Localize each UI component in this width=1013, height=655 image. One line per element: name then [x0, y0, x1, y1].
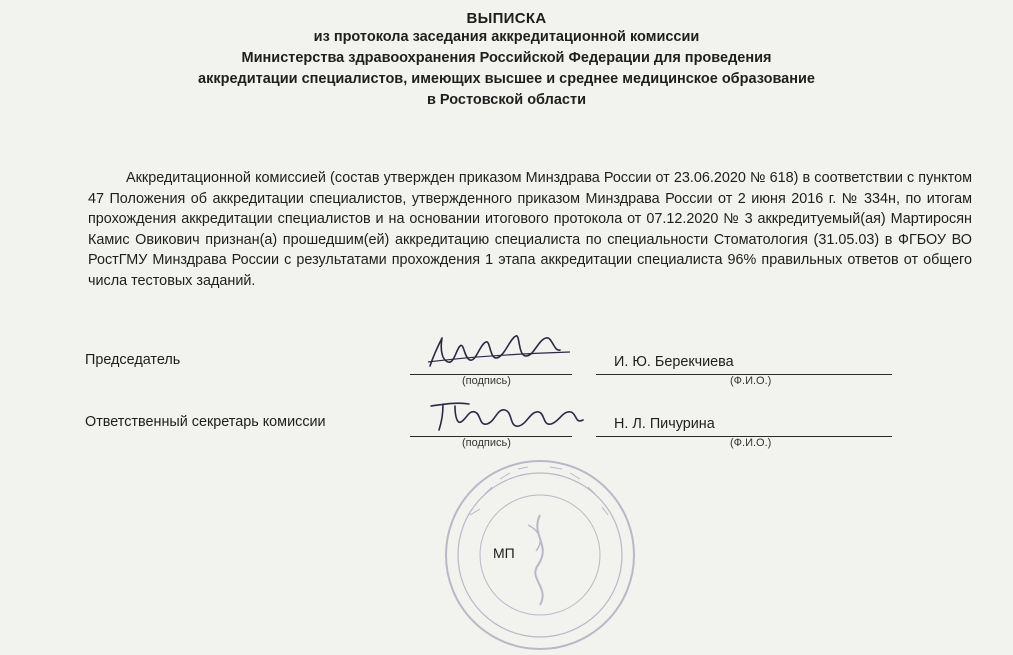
signature-handwritten — [420, 332, 580, 374]
heading-line: аккредитации специалистов, имеющих высшее и среднее медицинское образование — [198, 71, 815, 87]
heading-line: в Ростовской области — [426, 92, 587, 108]
signature-row-chairman — [0, 340, 1013, 400]
name-caption: (Ф.И.О.) — [730, 437, 772, 449]
body-paragraph: Аккредитационной комиссией (состав утвержден приказом Минздрава России от 23.06.2020 № 618) в соответствии с пунктом 47 Положения об аккредитации специалистов, утвержденного приказом Минздрава России от 2 июня 2016 г. № 334н, по итогам прохождения аккредитации специалистов и на основании итогового протокола от 07.12.2020 № 3 аккредитуемый(ая) Мартиросян Камис Овикович признан(а) прошедшим(ей) аккредитацию специалиста по специальности Стоматология (31.05.03) в ФГБОУ ВО РостГМУ Минздрава России с результатами прохождения 1 этапа аккредитации специалиста 96% правильных ответов от общего числа тестовых заданий. — [88, 170, 972, 289]
signature-role: Председатель — [85, 352, 181, 368]
document-title: ВЫПИСКА — [466, 10, 547, 27]
document-heading — [0, 8, 1013, 111]
seal-label: МП — [493, 545, 515, 561]
signature-caption: (подпись) — [462, 437, 511, 449]
signature-row-secretary — [0, 402, 1013, 462]
signature-handwritten — [425, 396, 590, 438]
heading-line: из протокола заседания аккредитационной комиссии — [313, 29, 700, 45]
signatory-name: И. Ю. Берекчиева — [614, 354, 734, 370]
signatory-name: Н. Л. Пичурина — [614, 416, 715, 432]
heading-line: Министерства здравоохранения Российской Федерации для проведения — [241, 50, 772, 66]
signature-caption: (подпись) — [462, 375, 511, 387]
name-caption: (Ф.И.О.) — [730, 375, 772, 387]
signature-role: Ответственный секретарь комиссии — [85, 414, 326, 430]
seal-stamp — [440, 455, 640, 655]
